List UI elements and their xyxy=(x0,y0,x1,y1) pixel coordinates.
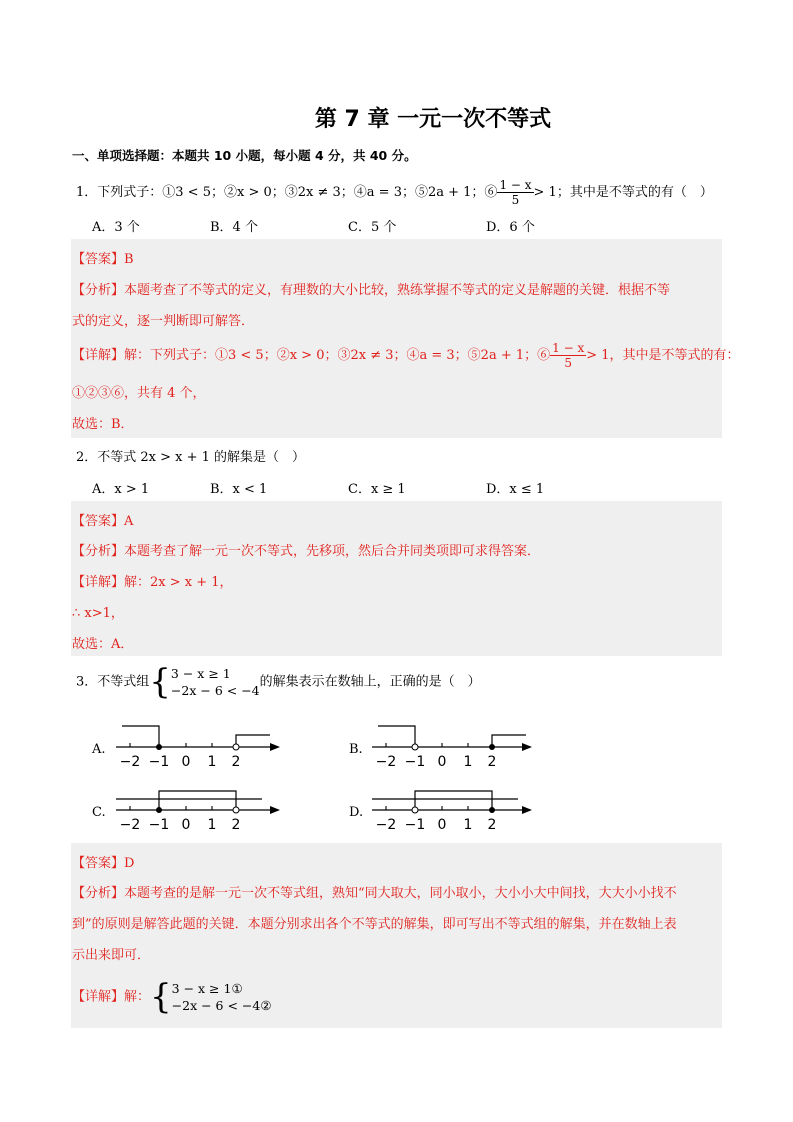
tick-label: 2 xyxy=(231,754,241,770)
q3-option-c[interactable]: C. xyxy=(92,805,106,820)
q3-detail xyxy=(72,977,272,1017)
q1-fraction xyxy=(497,178,533,207)
q3-detail-sys-line2: −2x − 6 < −4② xyxy=(171,998,272,1013)
q1-detail-line2: ①②③⑥，共有 4 个， xyxy=(72,386,206,401)
q2-answer: 【答案】A xyxy=(72,514,134,529)
tick-label: −1 xyxy=(404,754,426,770)
q3-detail-brace: { xyxy=(150,977,172,1017)
q3-analysis-line1: 【分析】本题考查的是解一元一次不等式组，熟知“同大取大，同小取小，大小小大中间找，大大小小找不 xyxy=(72,886,677,901)
tick-label: 0 xyxy=(437,754,447,770)
tick-label: 0 xyxy=(437,817,447,833)
q1-detail-line1 xyxy=(72,341,740,370)
q3-detail-system xyxy=(172,980,272,1014)
q1-answer: 【答案】B xyxy=(72,252,134,267)
q3-numberline-a[interactable] xyxy=(112,722,282,772)
q1-answer-box xyxy=(71,239,722,438)
q3-analysis-line3: 示出来即可． xyxy=(72,948,151,963)
q2-option-c[interactable]: C．x ≥ 1 xyxy=(348,482,406,497)
q3-analysis-line2: 到”的原则是解答此题的关键．本题分别求出各个不等式的解集，即可写出不等式组的解集，并在数轴上表 xyxy=(72,917,677,932)
q1-detail-frac-den: 5 xyxy=(564,356,572,370)
tick-label: −2 xyxy=(375,817,397,833)
question-2-stem: 2．不等式 2x > x + 1 的解集是（ ） xyxy=(76,450,306,465)
tick-label: −1 xyxy=(404,817,426,833)
q1-item: ③2x ≠ 3； xyxy=(284,185,354,200)
q2-detail-line1: 【详解】解：2x > x + 1， xyxy=(72,575,233,590)
q3-option-a[interactable]: A. xyxy=(92,742,106,757)
q1-analysis-line2: 式的定义，逐一判断即可解答． xyxy=(72,314,255,329)
q1-detail-line3: 故选：B． xyxy=(72,417,134,432)
q1-option-b[interactable]: B．4 个 xyxy=(210,220,258,235)
q2-detail-line2: ∴ x>1， xyxy=(72,606,124,621)
tick-label: 2 xyxy=(231,817,241,833)
q3-numberline-c[interactable] xyxy=(112,785,282,835)
tick-label: −2 xyxy=(119,754,141,770)
q1-detail-prefix: 【详解】解：下列式子：①3 < 5；②x > 0；③2x ≠ 3；④a = 3；⑤2a + 1；⑥ xyxy=(72,348,551,363)
tick-label: 1 xyxy=(463,754,473,770)
tick-label: 0 xyxy=(181,817,191,833)
q2-analysis: 【分析】本题考查了解一元一次不等式，先移项，然后合并同类项即可求得答案． xyxy=(72,544,541,559)
q1-frac-tail: > 1；其中是不等式的有（ ） xyxy=(533,185,713,200)
tick-label: 1 xyxy=(207,817,217,833)
q3-numberline-b[interactable] xyxy=(368,722,538,772)
page-title: 第 7 章 一元一次不等式 xyxy=(314,107,552,132)
q1-option-c[interactable]: C．5 个 xyxy=(348,220,397,235)
q3-sys-line2: −2x − 6 < −4 xyxy=(170,683,260,698)
tick-label: −1 xyxy=(148,817,170,833)
q1-detail-fraction xyxy=(550,341,586,370)
q2-option-d[interactable]: D．x ≤ 1 xyxy=(486,482,545,497)
q2-option-a[interactable]: A．x > 1 xyxy=(92,482,150,497)
q1-item: ②x > 0； xyxy=(223,185,285,200)
q1-detail-tail: > 1，其中是不等式的有： xyxy=(586,348,740,363)
q3-option-d[interactable]: D. xyxy=(349,805,364,820)
q1-item: ⑤2a + 1； xyxy=(414,185,485,200)
q3-brace: { xyxy=(149,662,171,702)
tick-label: 0 xyxy=(181,754,191,770)
question-3-stem xyxy=(76,662,481,702)
q1-frac-den: 5 xyxy=(511,193,520,207)
q3-system xyxy=(171,665,260,699)
q3-option-b[interactable]: B. xyxy=(349,742,363,757)
tick-label: −2 xyxy=(119,817,141,833)
tick-label: −2 xyxy=(375,754,397,770)
q3-detail-prefix: 【详解】解： xyxy=(72,989,151,1005)
question-1-stem xyxy=(76,178,713,207)
tick-label: 2 xyxy=(487,817,497,833)
q1-frac-num: 1 − x xyxy=(499,178,532,192)
q2-option-b[interactable]: B．x < 1 xyxy=(210,482,268,497)
q3-answer: 【答案】D xyxy=(72,856,135,871)
q1-prefix: 1．下列式子： xyxy=(76,185,163,200)
tick-label: 1 xyxy=(207,754,217,770)
q3-prefix: 3．不等式组 xyxy=(76,674,150,690)
q1-item: ①3 < 5； xyxy=(162,185,224,200)
q1-item6-circle: ⑥ xyxy=(484,185,498,200)
q3-sys-line1: 3 − x ≥ 1 xyxy=(170,666,231,681)
tick-label: 1 xyxy=(463,817,473,833)
q3-detail-sys-line1: 3 − x ≥ 1① xyxy=(171,981,243,996)
section-heading: 一、单项选择题：本题共 10 小题，每小题 4 分，共 40 分。 xyxy=(72,148,417,163)
q1-item: ④a = 3； xyxy=(353,185,415,200)
q1-detail-frac-num: 1 − x xyxy=(552,341,585,355)
q1-option-d[interactable]: D．6 个 xyxy=(486,220,535,235)
q3-suffix: 的解集表示在数轴上，正确的是（ ） xyxy=(259,674,481,690)
tick-label: −1 xyxy=(148,754,170,770)
q3-numberline-d[interactable] xyxy=(368,785,538,835)
q2-detail-line3: 故选：A． xyxy=(72,637,134,652)
q1-analysis-line1: 【分析】本题考查了不等式的定义，有理数的大小比较，熟练掌握不等式的定义是解题的关键．根据不等 xyxy=(72,283,671,298)
q1-option-a[interactable]: A．3 个 xyxy=(92,220,140,235)
tick-label: 2 xyxy=(487,754,497,770)
